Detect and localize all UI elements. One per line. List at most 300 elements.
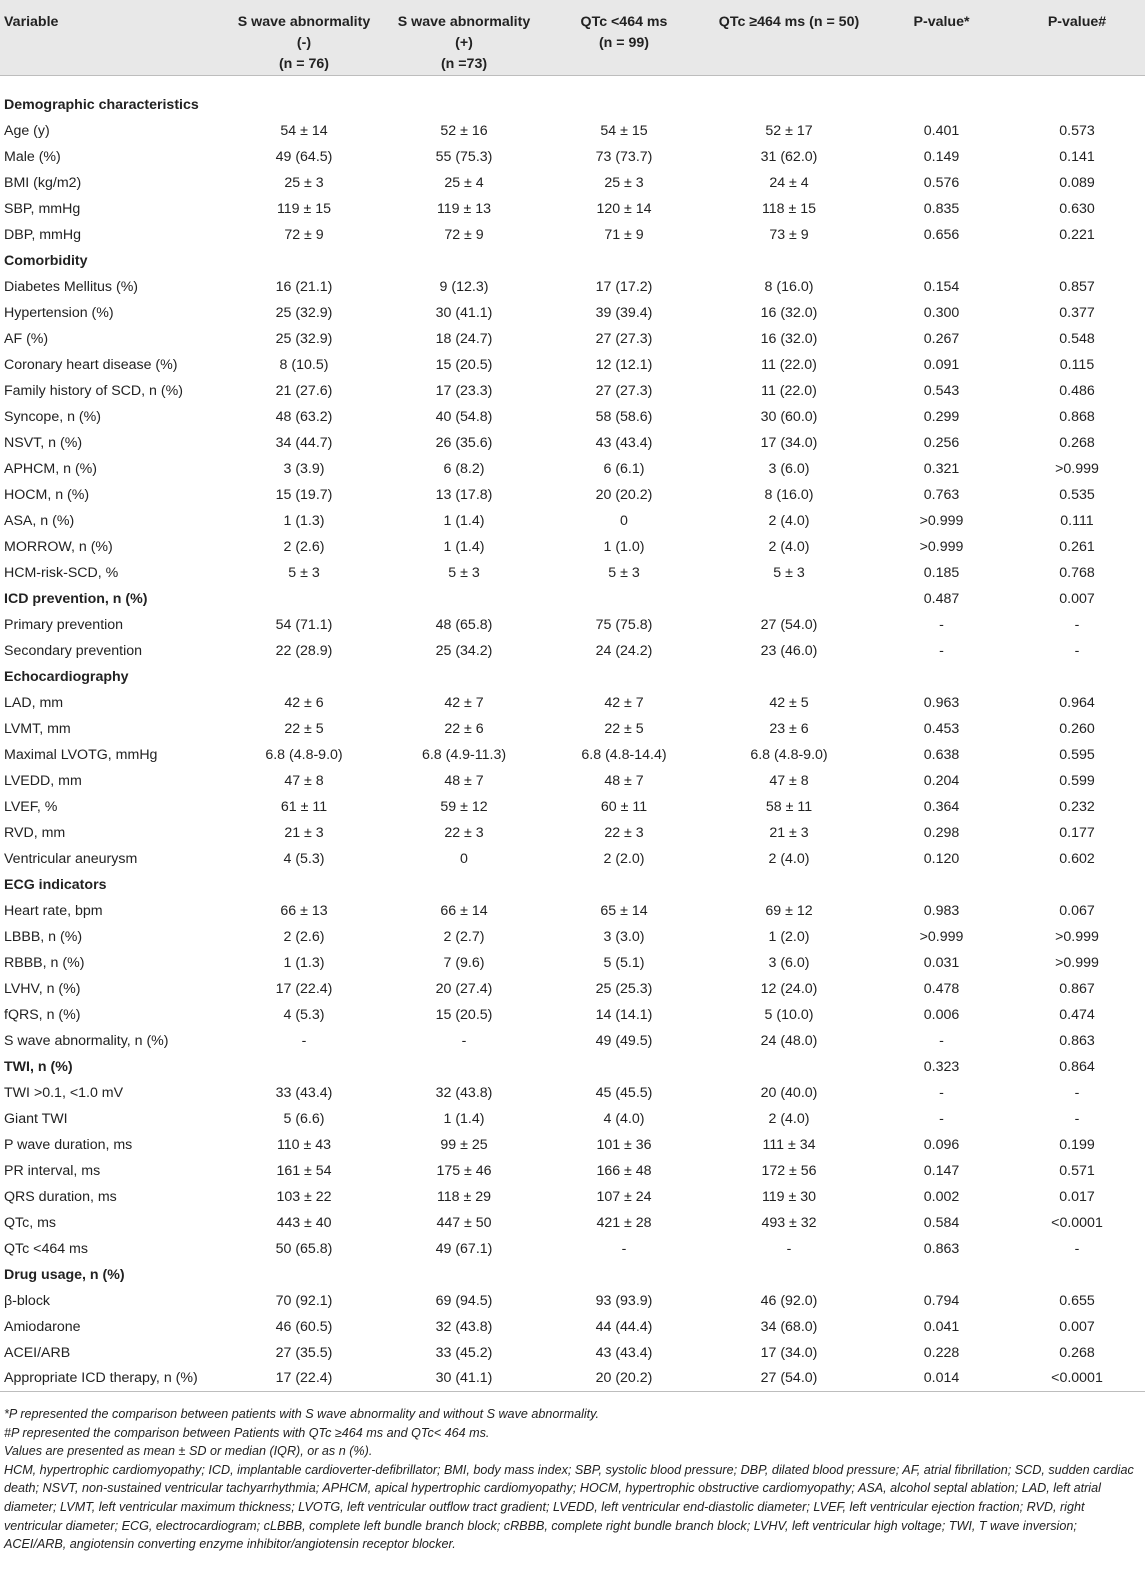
row-label: Secondary prevention (4, 642, 143, 659)
table-cell: 73 (73.7) (595, 148, 653, 165)
table-cell: 0.868 (1059, 408, 1095, 425)
table-row (0, 976, 1145, 1002)
column-header-line: (n = 76) (278, 56, 330, 72)
row-label: Giant TWI (4, 1110, 68, 1127)
table-cell: 0.630 (1059, 200, 1095, 217)
table-cell (874, 92, 1009, 118)
row-label: Diabetes Mellitus (%) (4, 278, 139, 295)
table-cell: 22 ± 3 (604, 824, 644, 841)
table-cell: 0.115 (1059, 356, 1095, 373)
table-cell: 0.964 (1059, 694, 1095, 711)
table-cell: 0.602 (1059, 850, 1095, 867)
table-cell: 0 (460, 850, 468, 867)
row-label: MORROW, n (%) (4, 538, 113, 555)
table-cell: 0.299 (923, 408, 960, 425)
table-cell: 49 (64.5) (275, 148, 333, 165)
table-cell: 2 (4.0) (768, 850, 810, 867)
table-row (0, 846, 1145, 872)
table-cell: 65 ± 14 (600, 902, 648, 919)
table-cell: 107 ± 24 (596, 1188, 652, 1205)
table-cell: 18 (24.7) (435, 330, 493, 347)
table-cell: 9 (12.3) (439, 278, 489, 295)
table-cell: 0.963 (923, 694, 960, 711)
table-cell: 5 ± 3 (608, 564, 640, 581)
table-cell: 172 ± 56 (761, 1162, 817, 1179)
table-row (0, 1002, 1145, 1028)
table-cell: 0.864 (1059, 1058, 1095, 1075)
table-cell: 32 (43.8) (435, 1318, 493, 1335)
table-cell (874, 248, 1009, 274)
table-cell: 0.185 (923, 564, 960, 581)
row-label: ASA, n (%) (4, 512, 75, 529)
table-cell (224, 1262, 384, 1288)
table-cell: 33 (45.2) (435, 1344, 493, 1361)
table-cell: 14 (14.1) (595, 1006, 653, 1023)
row-label: Appropriate ICD therapy, n (%) (0, 1366, 224, 1392)
table-cell: 8 (10.5) (279, 356, 329, 373)
footnote: #P represented the comparison between Patients with QTc ≥464 ms and QTc< 464 ms. (4, 1425, 490, 1440)
table-cell: 34 (44.7) (275, 434, 333, 451)
table-cell: 45 (45.5) (595, 1084, 653, 1101)
table-cell: 0.835 (923, 200, 960, 217)
table-cell: 17 (23.3) (435, 382, 493, 399)
row-label: Age (y) (4, 122, 50, 139)
table-cell (704, 1262, 874, 1288)
column-header-line: QTc ≥464 ms (n = 50) (718, 14, 860, 30)
table-row (0, 1366, 1145, 1392)
table-cell: <0.0001 (1051, 1214, 1103, 1231)
table-cell: 73 ± 9 (769, 226, 809, 243)
table-cell: 22 ± 5 (284, 720, 324, 737)
table-cell: 0.474 (1059, 1006, 1095, 1023)
table-cell: 25 (25.3) (595, 980, 653, 997)
table-cell: 5 (10.0) (764, 1006, 814, 1023)
table-cell: 0.599 (1059, 772, 1095, 789)
table-cell: 0.199 (1059, 1136, 1095, 1153)
row-label: TWI >0.1, <1.0 mV (4, 1084, 124, 1101)
table-cell: 0.656 (923, 226, 960, 243)
table-body (0, 76, 1145, 1392)
row-label: fQRS, n (%) (4, 1006, 81, 1023)
table-cell: 71 ± 9 (604, 226, 644, 243)
row-label: Comorbidity (4, 252, 88, 269)
row-label: Echocardiography (4, 668, 129, 685)
table-cell: 443 ± 40 (276, 1214, 332, 1231)
table-cell: 0.091 (923, 356, 960, 373)
table-cell: 0.548 (1059, 330, 1095, 347)
table-row (0, 638, 1145, 664)
table-cell: <0.0001 (1009, 1366, 1145, 1392)
table-cell: 0.256 (923, 434, 960, 451)
column-header (224, 0, 384, 76)
row-label: SBP, mmHg (4, 200, 81, 217)
table-cell: 119 ± 30 (761, 1188, 817, 1205)
table-cell: 0.300 (923, 304, 960, 321)
row-label: Demographic characteristics (4, 96, 199, 113)
table-cell: >0.999 (919, 538, 964, 555)
table-cell: 46 (60.5) (275, 1318, 333, 1335)
row-label: BMI (kg/m2) (4, 174, 82, 191)
row-label: QRS duration, ms (4, 1188, 117, 1205)
table-cell: >0.999 (1055, 928, 1099, 945)
column-header (1009, 0, 1145, 76)
table-cell: 5 (5.1) (603, 954, 645, 971)
table-cell: 1 (1.4) (443, 1110, 485, 1127)
row-label: QTc <464 ms (4, 1240, 88, 1257)
row-label: HCM-risk-SCD, % (4, 564, 119, 581)
table-cell: 0.867 (1059, 980, 1095, 997)
table-cell: 0.584 (923, 1214, 960, 1231)
table-cell: 111 ± 34 (762, 1136, 816, 1153)
table-row (0, 794, 1145, 820)
table-row (0, 508, 1145, 534)
table-cell: 0.763 (923, 486, 960, 503)
table-cell: 0.638 (923, 746, 960, 763)
column-header-line: P-value* (913, 14, 970, 30)
table-cell: 0.041 (923, 1318, 960, 1335)
column-header (874, 0, 1009, 76)
table-cell: 175 ± 46 (436, 1162, 492, 1179)
table-cell: 43 (43.4) (595, 434, 653, 451)
table-cell (384, 586, 544, 612)
row-label: DBP, mmHg (4, 226, 81, 243)
table-cell: 25 ± 3 (284, 174, 324, 191)
table-cell: 1 (1.3) (283, 954, 325, 971)
table-row (0, 482, 1145, 508)
table-cell: 33 (43.4) (275, 1084, 333, 1101)
table-cell: 0.007 (1059, 590, 1095, 607)
row-label: Hypertension (%) (4, 304, 114, 321)
table-row (0, 326, 1145, 352)
table-cell: 25 ± 4 (444, 174, 484, 191)
table-cell: 20 (40.0) (760, 1084, 818, 1101)
table-cell: 2 (2.0) (603, 850, 645, 867)
section-row (0, 872, 1145, 898)
table-row (0, 1236, 1145, 1262)
table-cell: 1 (1.4) (443, 512, 485, 529)
header-row (0, 0, 1145, 76)
table-cell: 20 (27.4) (435, 980, 493, 997)
table-cell: 119 ± 15 (276, 200, 332, 217)
table-cell: 0.768 (1059, 564, 1095, 581)
section-row (0, 586, 1145, 612)
table-cell: - (301, 1032, 307, 1049)
row-label: Male (%) (4, 148, 61, 165)
table-cell: 58 (58.6) (595, 408, 653, 425)
table-cell: 5 ± 3 (773, 564, 805, 581)
column-header-line: S wave abnormality (397, 14, 531, 30)
table-cell: 3 (3.9) (283, 460, 325, 477)
table-cell: 27 (27.3) (595, 382, 653, 399)
table-row (0, 1080, 1145, 1106)
table-cell: 42 ± 7 (604, 694, 644, 711)
column-header-line: (-) (296, 35, 312, 51)
table-cell: 30 (41.1) (384, 1366, 544, 1392)
table-cell: - (461, 1032, 467, 1049)
table-row (0, 1210, 1145, 1236)
table-cell: 0.655 (1059, 1292, 1095, 1309)
table-cell: 42 ± 5 (769, 694, 809, 711)
row-label: S wave abnormality, n (%) (4, 1032, 169, 1049)
table-row (0, 898, 1145, 924)
table-row (0, 612, 1145, 638)
table-cell (704, 586, 874, 612)
table-row (0, 950, 1145, 976)
table-cell (1009, 664, 1145, 690)
table-cell: 0.543 (923, 382, 960, 399)
table-cell: 15 (20.5) (435, 356, 493, 373)
table-cell (874, 1262, 1009, 1288)
table-cell (1009, 92, 1145, 118)
column-header-line: (n = 99) (598, 35, 650, 51)
table-cell: 54 ± 14 (280, 122, 328, 139)
row-label: Coronary heart disease (%) (4, 356, 178, 373)
table-cell: 0.089 (1059, 174, 1095, 191)
table-cell: 93 (93.9) (595, 1292, 653, 1309)
table-cell (224, 92, 384, 118)
table-row (0, 768, 1145, 794)
table-cell: 0.573 (1059, 122, 1095, 139)
table-cell: 69 (94.5) (435, 1292, 493, 1309)
footnote: HCM, hypertrophic cardiomyopathy; ICD, implantable cardioverter-defibrillator; BMI, body mass index; SBP, systolic blood pressure; DBP, dilated blood pressure; AF, atrial fibrillation; SCD, sudden cardiac death; NSVT, non-sustained ventricular tachyarrhythmia; APHCM, apical hypertrophic cardiomyopathy; HOCM, hypertrophic obstructive cardiomyopathy; ASA, alcohol septal ablation; LAD, left atrial diameter; LVMT, left ventricular maximum thickness; LVOTG, left ventricular outflow tract gradient; LVEDD, left ventricular end-diastolic diameter; LVEF, left ventricular ejection fraction; RVD, right ventricular diameter; ECG, electrocardiogram; cLBBB, complete left bundle branch block; cRBBB, complete right bundle branch block; LVHV, left ventricular high voltage; TWI, T wave inversion; ACEI/ARB, angiotensin converting enzyme inhibitor/angiotensin receptor blocker. (4, 1462, 1134, 1552)
row-label: LAD, mm (4, 694, 64, 711)
table-row (0, 274, 1145, 300)
column-header (544, 0, 704, 76)
table-row (0, 170, 1145, 196)
table-cell (384, 1262, 544, 1288)
table-cell: 17 (34.0) (760, 434, 818, 451)
table-cell: 118 ± 29 (436, 1188, 492, 1205)
table-cell: 44 (44.4) (595, 1318, 653, 1335)
table-row (0, 300, 1145, 326)
table-cell (544, 586, 704, 612)
table-cell: 3 (6.0) (768, 460, 810, 477)
section-row (0, 664, 1145, 690)
table-cell: 0.857 (1059, 278, 1095, 295)
table-cell: 30 (41.1) (435, 304, 493, 321)
table-cell (224, 664, 384, 690)
table-cell: 0.535 (1059, 486, 1095, 503)
row-label: Maximal LVOTG, mmHg (4, 746, 158, 763)
table-cell: 2 (4.0) (768, 538, 810, 555)
table-cell: 48 ± 7 (444, 772, 484, 789)
table-cell: 4 (4.0) (603, 1110, 645, 1127)
row-label: Family history of SCD, n (%) (4, 382, 183, 399)
table-cell: 0.228 (923, 1344, 960, 1361)
table-cell (704, 92, 874, 118)
table-cell (544, 92, 704, 118)
spacer-row (0, 76, 1145, 92)
table-cell (384, 872, 544, 898)
table-cell: 24 (48.0) (760, 1032, 818, 1049)
table-cell: 1 (1.3) (283, 512, 325, 529)
table-cell (224, 586, 384, 612)
table-cell (704, 664, 874, 690)
table-cell: 0.486 (1059, 382, 1095, 399)
table-cell: 2 (4.0) (768, 1110, 810, 1127)
table-cell: 16 (32.0) (760, 330, 818, 347)
section-row (0, 1054, 1145, 1080)
table-cell: 5 (6.6) (283, 1110, 325, 1127)
table-row (0, 690, 1145, 716)
table-cell: 6.8 (4.8-9.0) (265, 746, 343, 763)
row-label: ACEI/ARB (4, 1344, 71, 1361)
row-label: LVHV, n (%) (4, 980, 81, 997)
table-cell: 1 (1.0) (603, 538, 645, 555)
table-cell: 0.794 (923, 1292, 960, 1309)
table-cell: 46 (92.0) (760, 1292, 818, 1309)
table-cell: 0.149 (923, 148, 960, 165)
row-label: LVEDD, mm (4, 772, 82, 789)
table-cell: - (1074, 1240, 1080, 1257)
table-cell: 0.002 (923, 1188, 960, 1205)
table-cell: 0.232 (1059, 798, 1095, 815)
row-label: RVD, mm (4, 824, 66, 841)
table-cell: 0.364 (923, 798, 960, 815)
table-cell: 4 (5.3) (283, 850, 325, 867)
table-row (0, 118, 1145, 144)
table-cell: 118 ± 15 (761, 200, 817, 217)
table-row (0, 222, 1145, 248)
table-row (0, 742, 1145, 768)
table-cell: 1 (1.4) (443, 538, 485, 555)
table-cell: 2 (2.6) (283, 928, 325, 945)
table-cell: 48 ± 7 (604, 772, 644, 789)
table-cell: >0.999 (919, 512, 964, 529)
table-cell: 0.576 (923, 174, 960, 191)
table-cell: 49 (67.1) (435, 1240, 493, 1257)
table-cell: 3 (3.0) (603, 928, 645, 945)
table-cell: >0.999 (1055, 460, 1099, 477)
table-cell: >0.999 (919, 928, 964, 945)
column-header-line: QTc <464 ms (580, 14, 668, 30)
table-cell: - (939, 616, 944, 633)
column-header-line: P-value# (1047, 14, 1107, 30)
table-cell: 0.067 (1059, 902, 1095, 919)
row-label: Drug usage, n (%) (4, 1266, 125, 1283)
section-row (0, 248, 1145, 274)
table-cell: 2 (2.7) (443, 928, 485, 945)
row-label: RBBB, n (%) (4, 954, 85, 971)
table-cell: 12 (24.0) (760, 980, 818, 997)
table-cell: 0.017 (1059, 1188, 1095, 1205)
row-label: PR interval, ms (4, 1162, 101, 1179)
row-label: AF (%) (4, 330, 49, 347)
table-cell: 0.268 (1059, 434, 1095, 451)
table-cell: 2 (4.0) (768, 512, 810, 529)
table-cell: 52 ± 16 (440, 122, 488, 139)
table-row (0, 1132, 1145, 1158)
table-cell: 0.487 (923, 590, 960, 607)
row-label: APHCM, n (%) (4, 460, 98, 477)
table-cell: 11 (22.0) (761, 356, 817, 373)
table-footnotes (4, 1405, 1140, 1554)
table-row (0, 352, 1145, 378)
table-cell: 40 (54.8) (435, 408, 493, 425)
table-cell: 0.453 (923, 720, 960, 737)
table-cell: - (1074, 616, 1080, 633)
section-row (0, 1262, 1145, 1288)
table-cell: 6.8 (4.8-14.4) (581, 746, 667, 763)
table-cell: - (1074, 1084, 1080, 1101)
table-cell: 0.401 (923, 122, 960, 139)
table-cell: 0.147 (923, 1162, 960, 1179)
row-label: LVMT, mm (4, 720, 71, 737)
table-cell (1009, 1262, 1145, 1288)
table-cell: 0.006 (923, 1006, 960, 1023)
table-cell: 54 (71.1) (275, 616, 333, 633)
table-cell: 0.261 (1059, 538, 1095, 555)
table-cell: 0.007 (1059, 1318, 1095, 1335)
table-cell (874, 664, 1009, 690)
table-cell (224, 248, 384, 274)
table-cell (384, 664, 544, 690)
section-row (0, 92, 1145, 118)
table-cell: 48 (65.8) (435, 616, 493, 633)
table-cell: 5 ± 3 (448, 564, 480, 581)
table-row (0, 1106, 1145, 1132)
table-cell (544, 248, 704, 274)
row-label: P wave duration, ms (4, 1136, 133, 1153)
table-cell: 447 ± 50 (436, 1214, 492, 1231)
table-cell: 120 ± 14 (596, 200, 652, 217)
row-label: ICD prevention, n (%) (4, 590, 148, 607)
table-cell: - (939, 1032, 944, 1049)
table-cell: - (939, 1084, 944, 1101)
table-cell: 24 (24.2) (595, 642, 653, 659)
table-row (0, 924, 1145, 950)
table-cell: 421 ± 28 (596, 1214, 652, 1231)
table-cell: 493 ± 32 (761, 1214, 817, 1231)
table-cell: 24 ± 4 (769, 174, 809, 191)
table-cell: 0.267 (923, 330, 960, 347)
table-cell: 61 ± 11 (280, 798, 328, 815)
table-cell: 21 ± 3 (284, 824, 324, 841)
table-cell: 0.863 (1059, 1032, 1095, 1049)
table-cell: 0.571 (1059, 1162, 1095, 1179)
row-label: Amiodarone (4, 1318, 81, 1335)
table-row (0, 404, 1145, 430)
table-cell: 72 ± 9 (444, 226, 484, 243)
table-cell: 21 ± 3 (769, 824, 809, 841)
table-cell: 21 (27.6) (275, 382, 333, 399)
table-row (0, 1184, 1145, 1210)
table-cell: 0.863 (923, 1240, 960, 1257)
table-cell: 22 (28.9) (275, 642, 333, 659)
table-cell: 0.478 (923, 980, 960, 997)
table-cell (874, 872, 1009, 898)
table-cell: 0 (620, 512, 628, 529)
table-cell: 0.031 (923, 954, 960, 971)
row-label: Heart rate, bpm (4, 902, 103, 919)
table-cell: 43 (43.4) (595, 1344, 653, 1361)
table-row (0, 534, 1145, 560)
table-cell: - (1074, 642, 1080, 659)
row-label: LVEF, % (4, 798, 58, 815)
table-row (0, 456, 1145, 482)
table-cell: 99 ± 25 (440, 1136, 488, 1153)
table-cell: 22 ± 5 (604, 720, 644, 737)
table-cell: 60 ± 11 (600, 798, 648, 815)
column-header-line: S wave abnormality (237, 14, 371, 30)
table-cell: 0.298 (923, 824, 960, 841)
table-cell: 22 ± 3 (444, 824, 484, 841)
table-cell: 66 ± 13 (280, 902, 328, 919)
table-cell: 27 (35.5) (275, 1344, 333, 1361)
table-cell: 30 (60.0) (760, 408, 818, 425)
table-cell (1009, 248, 1145, 274)
row-label: β-block (4, 1292, 51, 1309)
